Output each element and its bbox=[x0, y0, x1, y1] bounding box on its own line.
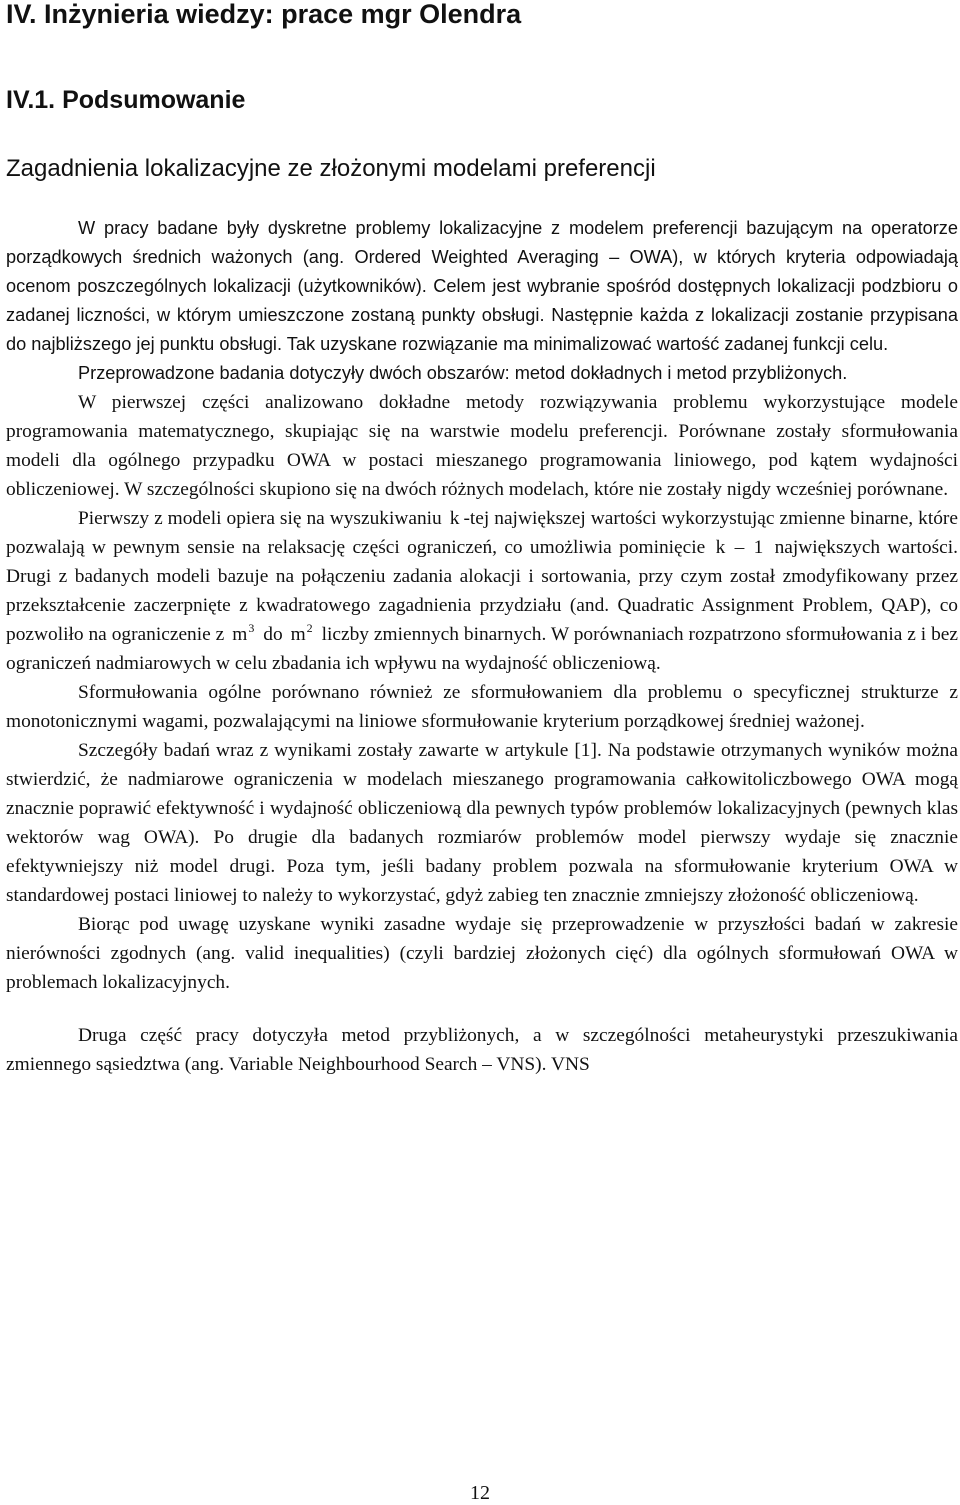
paragraph-4-text-mid: do bbox=[263, 624, 283, 645]
body-text bbox=[6, 214, 958, 1079]
paragraph-8: Druga część pracy dotyczyła metod przybliżonych, a w szczególności metaheurystyki przeszukiwania zmiennego sąsiedztwa (ang. Variable Neighbourhood Search – VNS). VNS bbox=[6, 1025, 958, 1075]
paragraph-2-text: Przeprowadzone badania dotyczyły dwóch obszarów: metod dokładnych i metod przybliżonych. bbox=[78, 363, 848, 383]
paragraph-4-text-d: liczby zmiennych binarnych. W porównaniach rozpatrzono sformułowania z i bez ograniczeń nadmiarowych w celu zbadania ich wpływu na wydajność obliczeniową. bbox=[6, 624, 959, 674]
math-m-base-2: m bbox=[290, 624, 307, 645]
math-m-base-1: m bbox=[232, 624, 249, 645]
math-m-cubed bbox=[229, 621, 258, 645]
paragraph-4-text-b: -tej największej wartości wykorzystując zmienne binarne, które pozwalają w pewnym sensie na relaksację części ograniczeń, co umożliwia pominięcie bbox=[6, 508, 958, 558]
paragraph-1-text: W pracy badane były dyskretne problemy lokalizacyjne z modelem preferencji bazującym na operatorze porządkowych średnich ważonych (ang. Ordered Weighted Averaging – OWA), w których kryteria odpowiadają ocenom poszczególnych lokalizacji (użytkowników). Celem jest wybranie spośród dostępnych lokalizacji podzbioru o zadanej liczności, w którym umieszczone zostaną punkty obsługi. Następnie każda z lokalizacji zostanie przypisana do najbliższego jej punktu obsługi. Tak uzyskane rozwiązanie ma minimalizować wartość zadanej funkcji celu. bbox=[6, 218, 958, 354]
paragraph-5: Sformułowania ogólne porównano również ze sformułowaniem dla problemu o specyficznej strukturze z monotonicznymi wagami, pozwalającymi na liniowe sformułowanie kryterium porządkowej średniej ważonej. bbox=[6, 682, 958, 732]
paragraph-4-text-c: największych wartości. Drugi z badanych modeli bazuje na połączeniu zadania alokacji i sortowania, przy czym został zmodyfikowany przez przekształcenie zaczerpnięte z kwadratowego zagadnienia przydziału (and. Quadratic Assignment Problem, QAP), co pozwoliło na ograniczenie z bbox=[6, 537, 958, 645]
paragraph-2 bbox=[6, 359, 958, 388]
paragraph-3: W pierwszej części analizowano dokładne metody rozwiązywania problemu wykorzystujące modele programowania matematycznego, skupiając się na warstwie modelu preferencji. Porównane zostały sformułowania modeli dla ogólnego przypadku OWA w postaci mieszanego programowania liniowego, pod kątem wydajności obliczeniowej. W szczególności skupiono się na dwóch różnych modelach, które nie zostały nigdy wcześniej porównane. bbox=[6, 392, 958, 500]
math-k: k bbox=[449, 508, 461, 529]
math-k-minus-1: k – 1 bbox=[715, 537, 765, 558]
page-number: 12 bbox=[470, 1482, 490, 1504]
math-m-exp-2: 2 bbox=[306, 621, 314, 635]
paragraph-1 bbox=[6, 214, 958, 359]
subsection-title: Zagadnienia lokalizacyjne ze złożonymi modelami preferencji bbox=[6, 155, 656, 182]
math-m-exp-1: 3 bbox=[248, 621, 256, 635]
math-m-squared bbox=[288, 621, 317, 645]
paragraph-6: Szczegóły badań wraz z wynikami zostały zawarte w artykule [1]. Na podstawie otrzymanych wyników można stwierdzić, że nadmiarowe ograniczenia w modelach mieszanego programowania całkowitoliczbowego OWA mogą znacznie poprawić efektywność i wydajność obliczeniową dla pewnych typów problemów lokalizacyjnych (pewnych klas wektorów wag OWA). Po drugie dla badanych rozmiarów problemów model pierwszy wydaje się znacznie efektywniejszy niż model drugi. Poza tym, jeśli badany problem pozwala na sformułowanie kryterium OWA w standardowej postaci liniowej to należy to wykorzystać, gdyż zabieg ten znacznie zmniejszy złożoność obliczeniową. bbox=[6, 740, 958, 906]
paragraph-7: Biorąc pod uwagę uzyskane wyniki zasadne wydaje się przeprowadzenie w przyszłości badań w zakresie nierówności zgodnych (ang. valid inequalities) (czyli bardziej złożonych cięć) dla ogólnych sformułowań OWA w problemach lokalizacyjnych. bbox=[6, 914, 958, 993]
paragraph-4-text-a: Pierwszy z modeli opiera się na wyszukiwaniu bbox=[78, 508, 442, 529]
section-title: IV.1. Podsumowanie bbox=[6, 86, 246, 114]
chapter-title: IV. Inżynieria wiedzy: prace mgr Olendra bbox=[6, 0, 522, 29]
paragraph-4 bbox=[6, 504, 958, 678]
